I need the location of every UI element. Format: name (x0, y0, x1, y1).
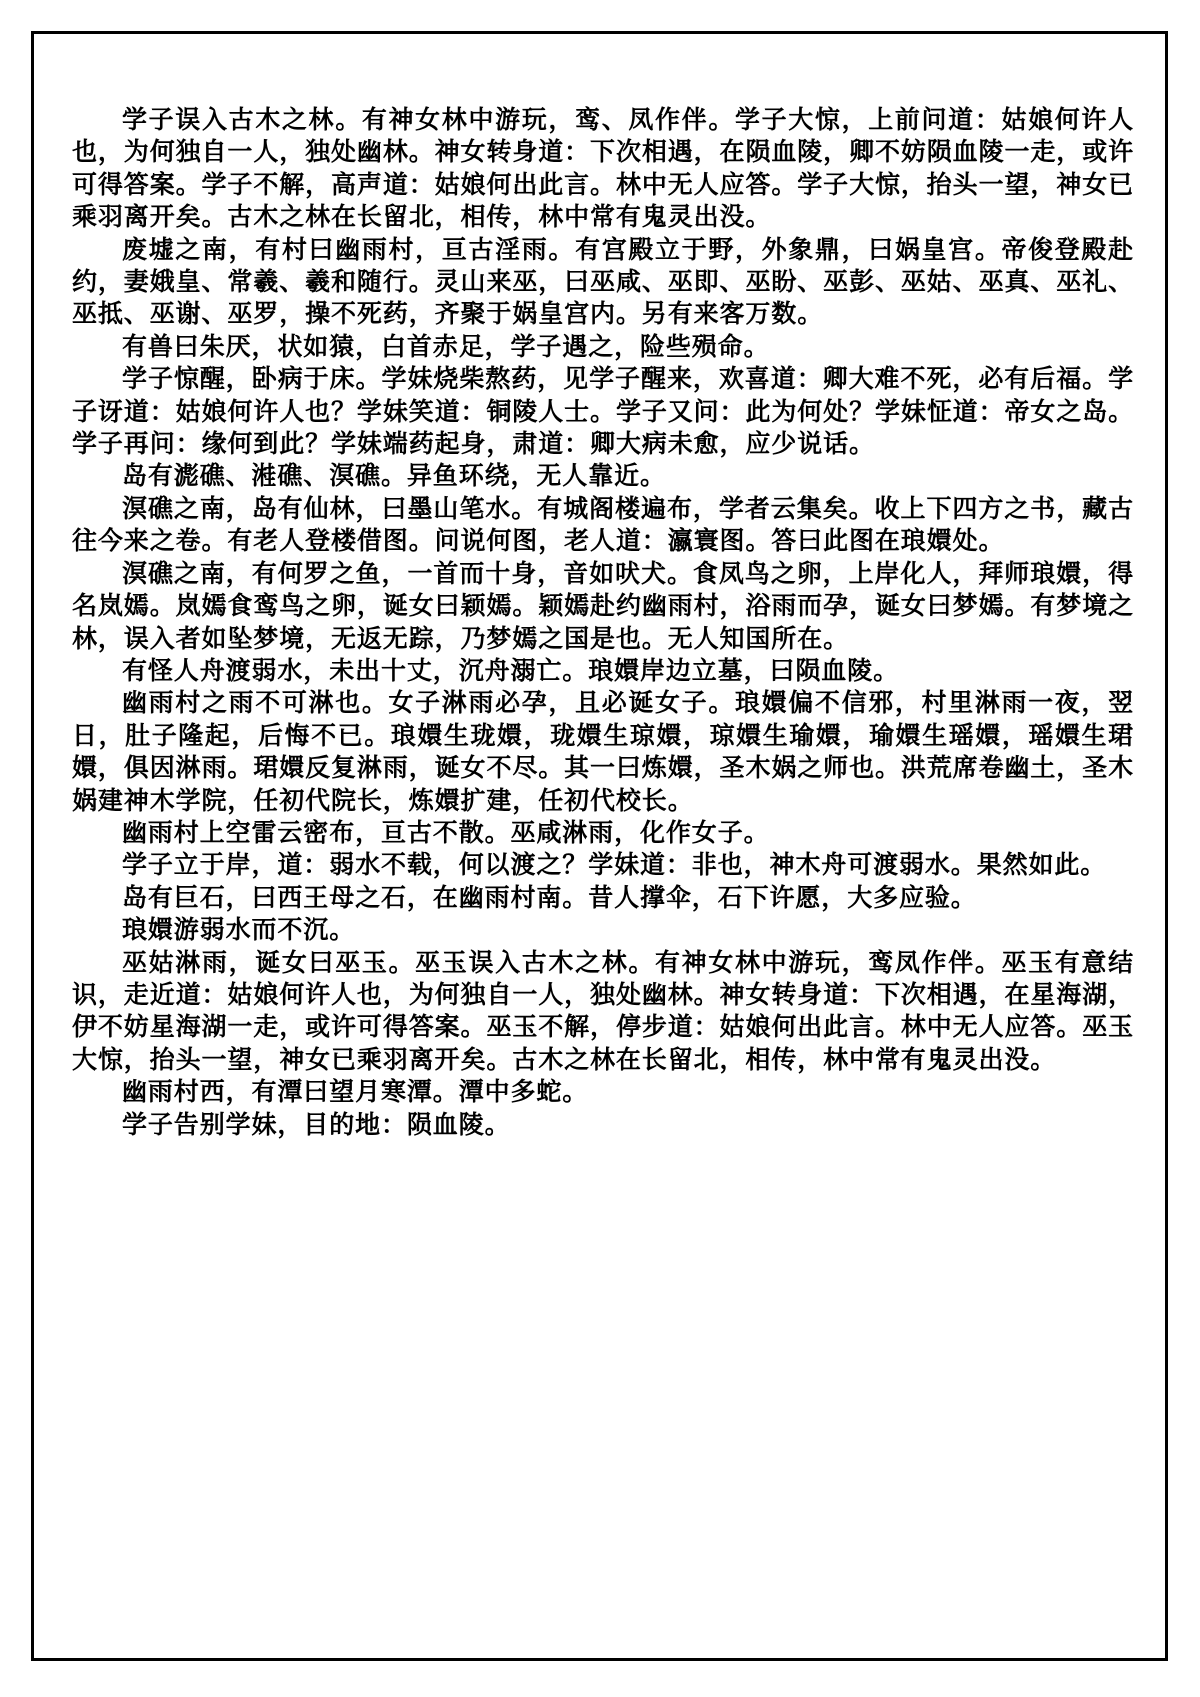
paragraph: 学子立于岸，道：弱水不载，何以渡之？学妹道：非也，神木舟可渡弱水。果然如此。 (122, 850, 1107, 880)
paragraph: 废墟之南，有村曰幽雨村，亘古淫雨。有宫殿立于野，外象鼎，曰娲皇宫。帝俊登殿赴约，妻娥皇、常羲、羲和随行。灵山来巫，曰巫咸、巫即、巫盼、巫彭、巫姑、巫真、巫礼、巫抵、巫谢、巫罗，操不死药，齐聚于娲皇宫内。另有来客万数。 (72, 234, 1134, 329)
paragraph: 幽雨村上空雷云密布，亘古不散。巫咸淋雨，化作女子。 (122, 817, 770, 847)
paragraph: 有兽曰朱厌，状如猿，白首赤足，学子遇之，险些殒命。 (122, 331, 770, 361)
document-body (72, 104, 1134, 1141)
paragraph: 有怪人舟渡弱水，未出十丈，沉舟溺亡。琅嬛岸边立墓，曰陨血陵。 (122, 655, 900, 685)
paragraph: 溟礁之南，岛有仙林，曰墨山笔水。有城阁楼遍布，学者云集矣。收上下四方之书，藏古往今来之卷。有老人登楼借图。问说何图，老人道：瀛寰图。答曰此图在琅嬛处。 (72, 493, 1134, 556)
paragraph: 学子惊醒，卧病于床。学妹烧柴熬药，见学子醒来，欢喜道：卿大难不死，必有后福。学子讶道：姑娘何许人也？学妹笑道：铜陵人士。学子又问：此为何处？学妹怔道：帝女之岛。学子再问：缘何到此？学妹端药起身，肃道：卿大病未愈，应少说话。 (72, 364, 1134, 459)
paragraph: 幽雨村西，有潭曰望月寒潭。潭中多蛇。 (122, 1077, 589, 1107)
paragraph: 岛有巨石，曰西王母之石，在幽雨村南。昔人撑伞，石下许愿，大多应验。 (122, 882, 977, 912)
paragraph: 学子误入古木之林。有神女林中游玩，鸾、凤作伴。学子大惊，上前问道：姑娘何许人也，为何独自一人，独处幽林。神女转身道：下次相遇，在陨血陵，卿不妨陨血陵一走，或许可得答案。学子不解，高声道：姑娘何出此言。林中无人应答。学子大惊，抬头一望，神女已乘羽离开矣。古木之林在长留北，相传，林中常有鬼灵出没。 (72, 105, 1134, 232)
paragraph: 幽雨村之雨不可淋也。女子淋雨必孕，且必诞女子。琅嬛偏不信邪，村里淋雨一夜，翌日，肚子隆起，后悔不已。琅嬛生珑嬛，珑嬛生琼嬛，琼嬛生瑜嬛，瑜嬛生瑶嬛，瑶嬛生珺嬛，俱因淋雨。珺嬛反复淋雨，诞女不尽。其一曰炼嬛，圣木娲之师也。洪荒席卷幽土，圣木娲建神木学院，任初代院长，炼嬛扩建，任初代校长。 (72, 688, 1134, 815)
paragraph: 巫姑淋雨，诞女曰巫玉。巫玉误入古木之林。有神女林中游玩，鸾凤作伴。巫玉有意结识，走近道：姑娘何许人也，为何独自一人，独处幽林。神女转身道：下次相遇，在星海湖，伊不妨星海湖一走，或许可得答案。巫玉不解，停步道：姑娘何出此言。林中无人应答。巫玉大惊，抬头一望，神女已乘羽离开矣。古木之林在长留北，相传，林中常有鬼灵出没。 (72, 947, 1134, 1074)
paragraph: 学子告别学妹，目的地：陨血陵。 (122, 1109, 511, 1139)
paragraph: 琅嬛游弱水而不沉。 (122, 915, 356, 945)
paragraph: 岛有滮礁、溎礁、溟礁。异鱼环绕，无人靠近。 (122, 461, 666, 491)
paragraph: 溟礁之南，有何罗之鱼，一首而十身，音如吠犬。食凤鸟之卵，上岸化人，拜师琅嬛，得名岚嫣。岚嫣食鸾鸟之卵，诞女曰颖嫣。颖嫣赴约幽雨村，浴雨而孕，诞女曰梦嫣。有梦境之林，误入者如坠梦境，无返无踪，乃梦嫣之国是也。无人知国所在。 (72, 558, 1134, 653)
